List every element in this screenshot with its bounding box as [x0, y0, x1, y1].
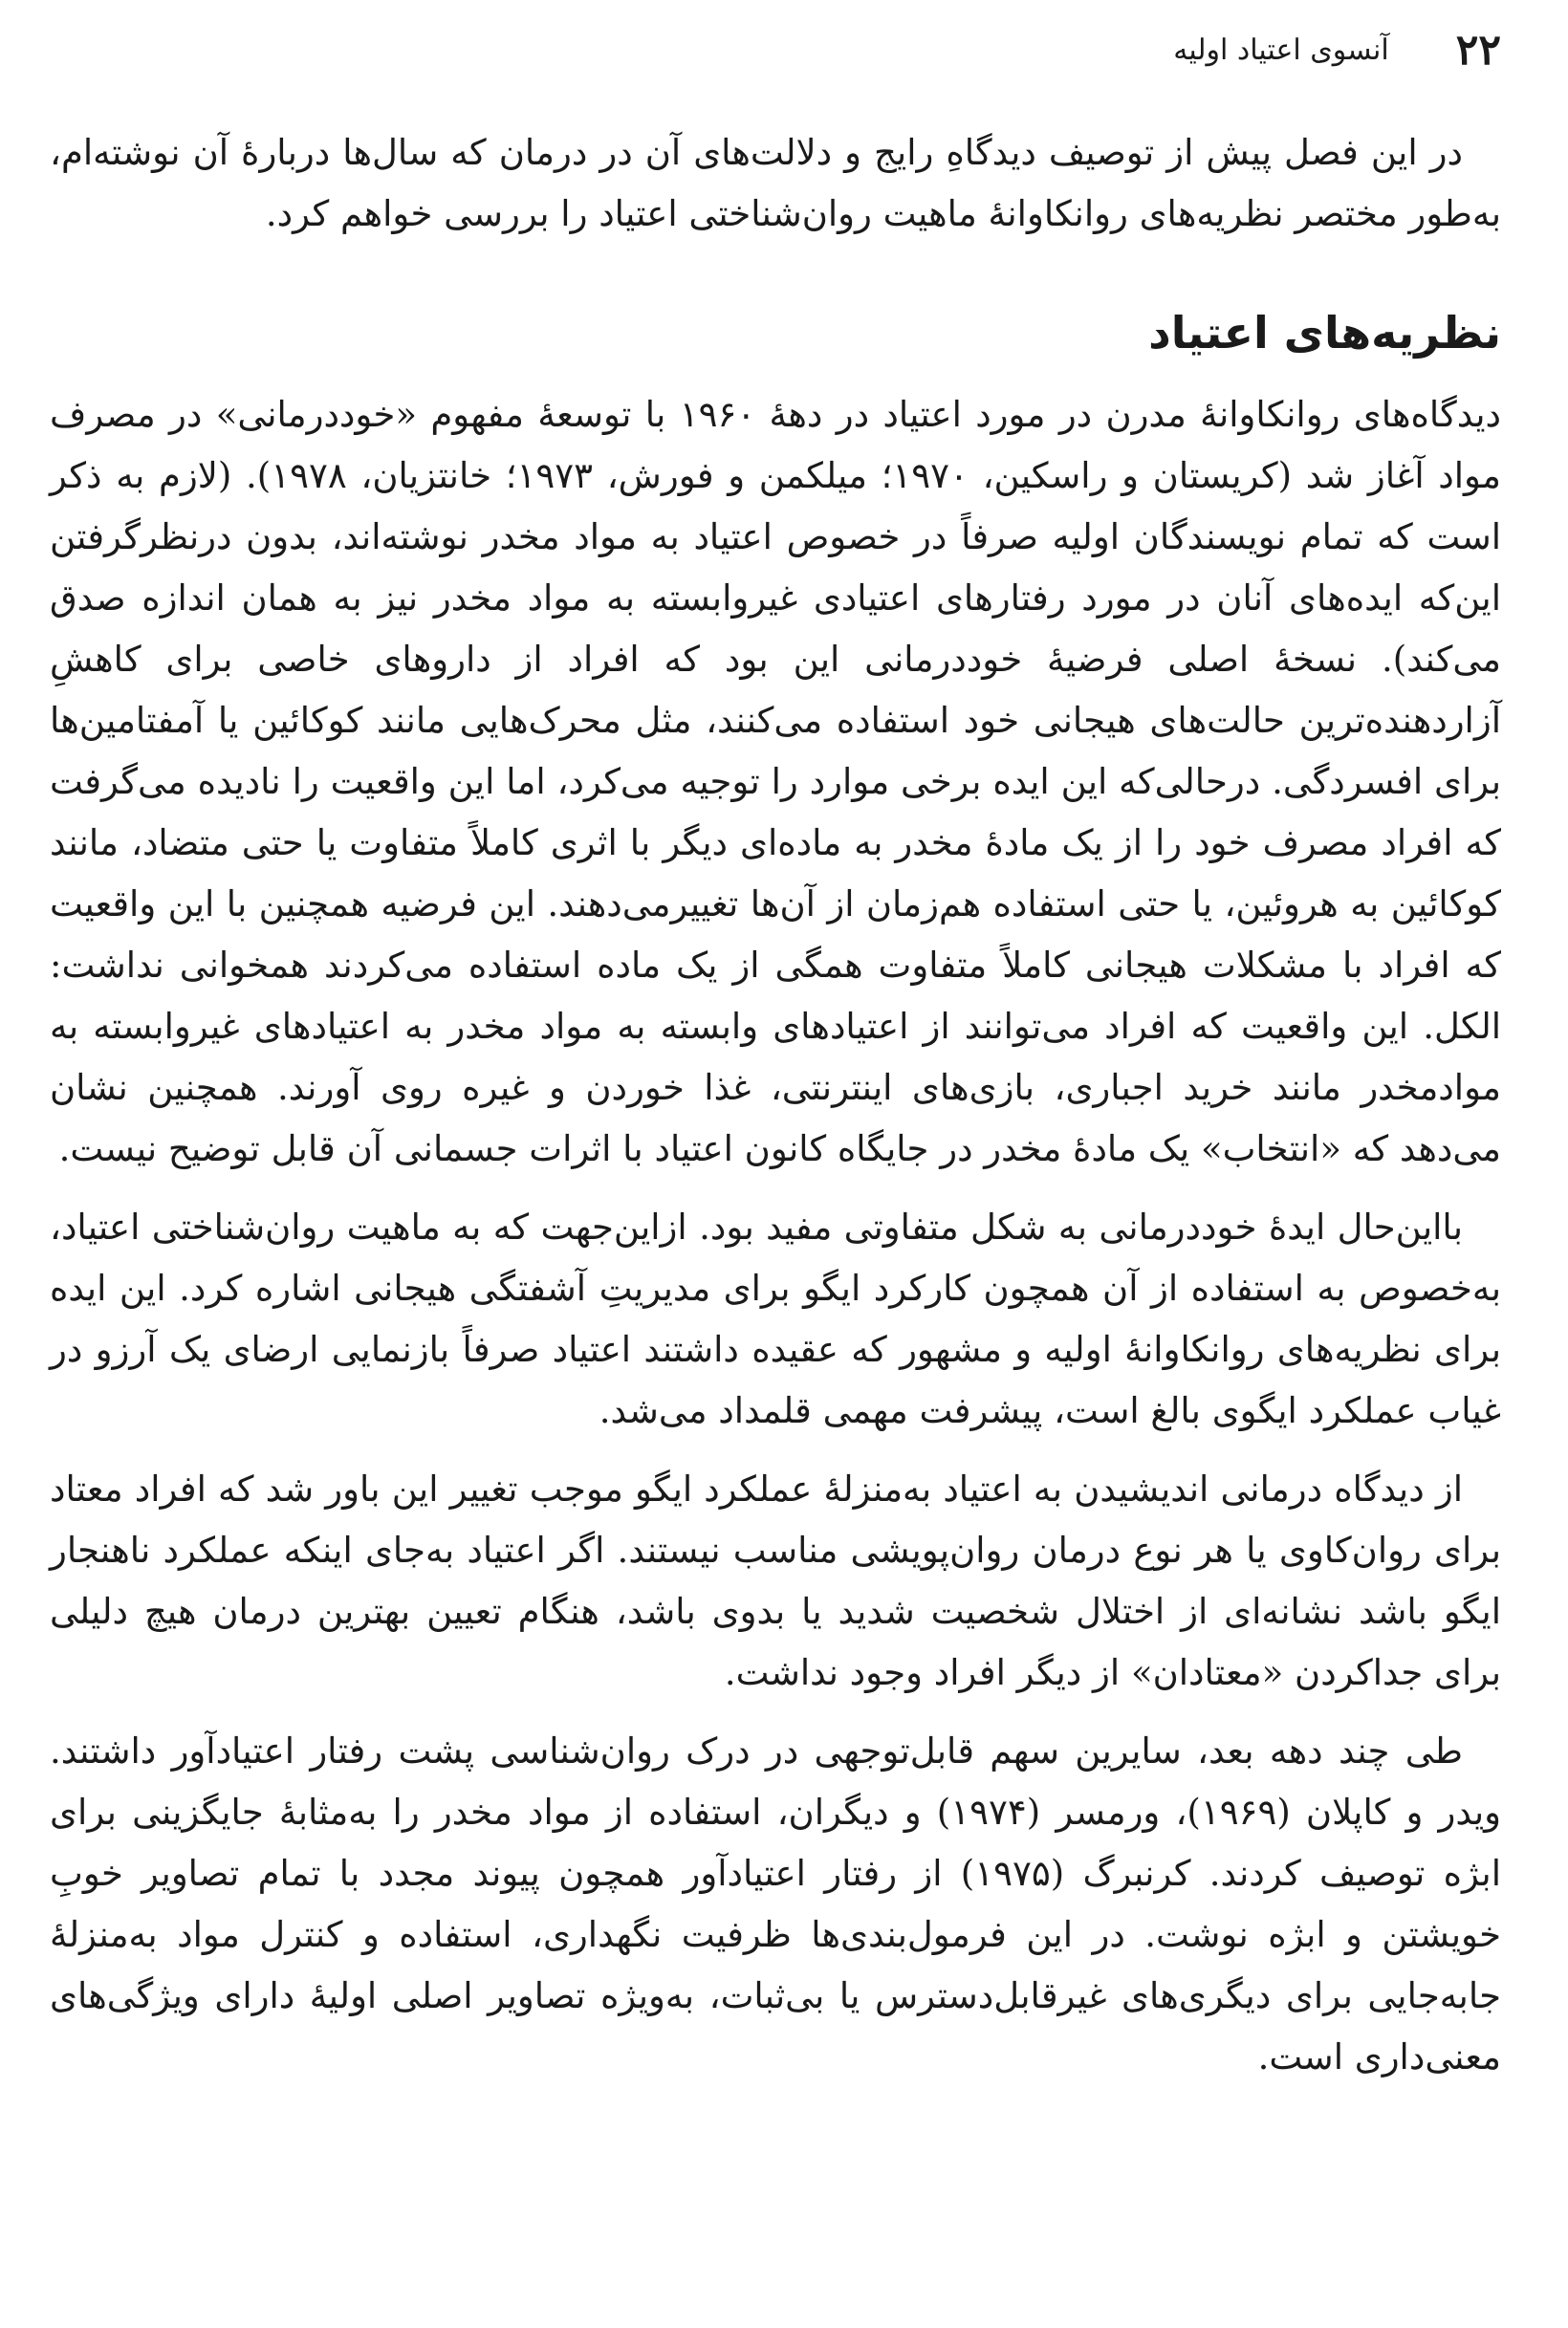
section-heading: نظریه‌های اعتیاد — [1148, 307, 1501, 359]
body-paragraph-4: طی چند دهه بعد، سایرین سهم قابل‌توجهی در درک روان‌شناسی پشت رفتار اعتیادآور داشتند. ویدر و کاپلان (۱۹۶۹)، ورمسر (۱۹۷۴) و دیگران، استفاده از مواد مخدر را به‌مثابهٔ جایگزینی برای ابژه توصیف کردند. کرنبرگ (۱۹۷۵) از رفتار اعتیادآور همچون پیوند مجدد با تمام تصاویر خوبِ خویشتن و ابژه نوشت. در این فرمول‌بندی‌ها ظرفیت نگهداری، استفاده و کنترل مواد به‌منزلهٔ جابه‌جایی برای دیگری‌های غیرقابل‌دسترس یا بی‌ثبات، به‌ویژه تصاویر اصلی اولیهٔ دارای ویژگی‌های معنی‌داری است. — [50, 1730, 1502, 2078]
body-paragraph-2: بااین‌حال ایدهٔ خوددرمانی به شکل متفاوتی مفید بود. ازاین‌جهت که به ماهیت روان‌شناختی اعتیاد، به‌خصوص به استفاده از آن همچون کارکرد ایگو برای مدیریتِ آشفتگی هیجانی اشاره کرد. این ایده برای نظریه‌های روانکاوانهٔ اولیه و مشهور که عقیده داشتند اعتیاد صرفاً بازنمایی ارضای یک آرزو در غیاب عملکرد ایگوی بالغ است، پیشرفت مهمی قلمداد می‌شد. — [50, 1207, 1501, 1431]
body-paragraph-1: دیدگاه‌های روانکاوانهٔ مدرن در مورد اعتیاد در دههٔ ۱۹۶۰ با توسعهٔ مفهوم «خوددرمانی» در مصرف مواد آغاز شد (کریستان و راسکین، ۱۹۷۰؛ میلکمن و فورش، ۱۹۷۳؛ خانتزیان، ۱۹۷۸). (لازم به ذکر است که تمام نویسندگان اولیه صرفاً در خصوص اعتیاد به مواد مخدر نوشته‌اند، بدون درنظرگرفتن این‌که ایده‌های آنان در مورد رفتارهای اعتیادی غیروابسته به مواد مخدر نیز به همان اندازه صدق می‌کند). نسخهٔ اصلی فرضیهٔ خوددرمانی این بود که افراد از داروهای خاصی برای کاهشِ آزاردهنده‌ترین حالت‌های هیجانی خود استفاده می‌کنند، مثل محرک‌هایی مانند کوکائین یا آمفتامین‌ها برای افسردگی. درحالی‌که این ایده برخی موارد را توجیه می‌کرد، اما این واقعیت را نادیده می‌گرفت که افراد مصرف خود را از یک مادهٔ مخدر به ماده‌ای دیگر با اثری کاملاً متفاوت یا حتی متضاد، مانند کوکائین به هروئین، یا حتی استفاده هم‌زمان از آن‌ها تغییرمی‌دهند. این فرضیه همچنین با این واقعیت که افراد با مشکلات هیجانی کاملاً متفاوت همگی از یک ماده استفاده می‌کردند همخوانی نداشت: الکل. این واقعیت که افراد می‌توانند از اعتیادهای وابسته به مواد مخدر به اعتیادهای غیروابسته به موادمخدر مانند خرید اجباری، بازی‌های اینترنتی، غذا خوردن و غیره روی آورند. همچنین نشان می‌دهد که «انتخاب» یک مادهٔ مخدر در جایگاه کانون اعتیاد با اثرات جسمانی آن قابل توضیح نیست. — [50, 394, 1501, 1169]
intro-paragraph: در این فصل پیش از توصیف دیدگاهِ رایج و دلالت‌های آن در درمان که سال‌ها دربارهٔ آن نوشته‌ام، به‌طور مختصر نظریه‌های روانکاوانهٔ ماهیت روان‌شناختی اعتیاد را بررسی خواهم کرد. — [50, 132, 1501, 234]
page-header — [1157, 21, 1501, 78]
page-body — [50, 122, 1501, 2105]
body-paragraph-3: از دیدگاه درمانی اندیشیدن به اعتیاد به‌منزلهٔ عملکرد ایگو موجب تغییر این باور شد که افراد معتاد برای روان‌کاوی یا هر نوع درمان روان‌پویشی مناسب نیستند. اگر اعتیاد به‌جای اینکه عملکرد ناهنجار ایگو باشد نشانه‌ای از اختلال شخصیت شدید یا بدوی باشد، هنگام تعیین بهترین درمان هیچ دلیلی برای جداکردن «معتادان» از دیگر افراد وجود نداشت. — [50, 1469, 1501, 1693]
page-number: ۲۲ — [1455, 25, 1501, 75]
running-title: آنسوی اعتیاد اولیه — [1173, 33, 1389, 67]
